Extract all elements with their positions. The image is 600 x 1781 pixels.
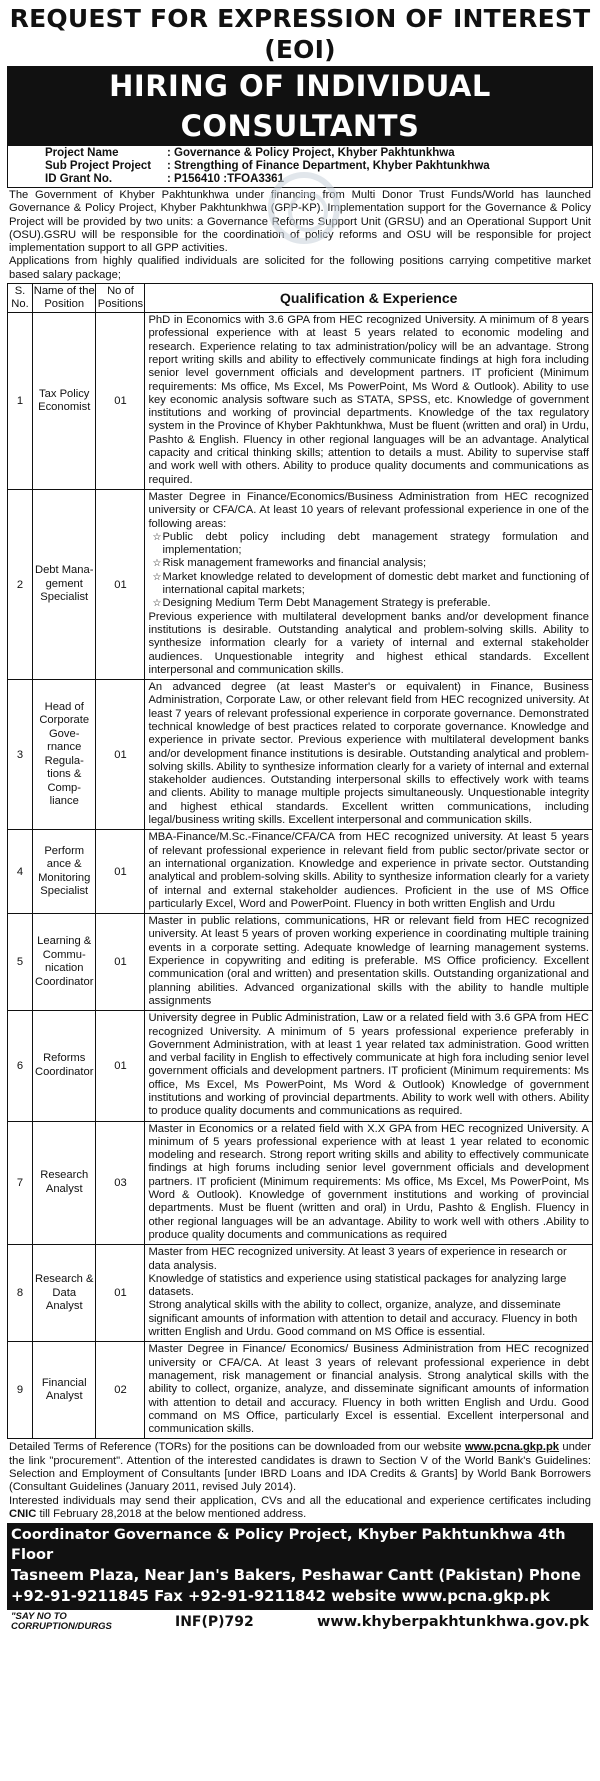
position-qualification: Master Degree in Finance/ Economics/ Business Administration from HEC recognized university or CFA/CA. At least 3 years of relevant professional experience in debt management, risk management or financial analysis. Strong analytical skills with the ability to collect, organize, analyze, and disseminate significant amounts of information with attention to detail and accuracy. Fluency in both written English and Urdu. Good command on MS Office, particularly Excel is essential. Excellent interpersonal and communication skills.: [145, 1342, 593, 1439]
row-number: 7: [8, 1121, 33, 1245]
bullet-text: Market knowledge related to development of domestic debt market and functioning of international capital markets;: [162, 570, 589, 597]
position-count: 01: [96, 914, 145, 1011]
grant-id-label: ID Grant No.: [45, 173, 113, 185]
qualification-more: Previous experience with multilateral development banks and/or development finance institutions is desirable. Outstanding analytical and problem-solving skills. Ability to synthesize information clearly for a variety of internal and external stakeholder audiences. Unquestionable integrity and highest ethical standards. Excellent interpersonal and communication skills.: [148, 610, 589, 676]
position-name: Debt Mana- gement Specialist: [33, 489, 96, 679]
header-count: No of Positions: [96, 284, 145, 313]
table-row: [8, 830, 593, 914]
qualification-line: Strong analytical skills with the ability to collect, organize, analyze, and disseminate: [148, 1299, 561, 1312]
qualification-intro: Master from HEC recognized university. At least 3 years of experience in research or data analysis.: [148, 1246, 567, 1272]
bullet-text: Risk management frameworks and financial analysis;: [162, 557, 427, 570]
table-row: [8, 914, 593, 1011]
slogan-line-2: CORRUPTION/DURGS: [11, 1621, 112, 1633]
star-icon: ☆: [152, 558, 162, 570]
bullet-item: [148, 597, 589, 610]
table-row: [8, 1121, 593, 1245]
row-number: 3: [8, 680, 33, 830]
position-count: 01: [96, 313, 145, 490]
header-sno: S. No.: [8, 284, 33, 313]
bullet-text: Public debt policy including debt management strategy formulation and implementation;: [162, 530, 589, 557]
position-qualification: MBA-Finance/M.Sc.-Finance/CFA/CA from HEC recognized university. At least 5 years of relevant professional experience in relevant field from public sector/private sector or an international organization. Knowledge and experience in private sector. Outstanding analytical and problem-solving skills. Ability to synthesize information clearly for a variety of internal and external stakeholder audiences. Proficient in the use of MS Office particularly Excel, Word and PowerPoint. Fluency in both written English and Urdu: [145, 830, 593, 914]
position-name: Research & Data Analyst: [33, 1245, 96, 1342]
position-name: Financial Analyst: [33, 1342, 96, 1439]
cnic-label: CNIC: [9, 1507, 37, 1520]
table-header-row: [8, 284, 593, 313]
tor-paragraph: [7, 1439, 593, 1494]
contact-line-2: Tasneem Plaza, Near Jan's Bakers, Peshawar Cantt (Pakistan) Phone: [11, 1567, 581, 1585]
qualification-line: Knowledge of statistics and experience using statistical packages for analyzing large datasets.: [148, 1272, 567, 1299]
sub-project-value: : Strengthing of Finance Department, Khyber Pakhtunkhwa: [167, 160, 490, 172]
position-qualification: Master in public relations, communications, HR or relevant field from HEC recognized university. At least 5 years of proven working experience in coordinating multiple training events in a corporate setting. Adequate knowledge of learning management systems. Experience in copywriting and editing is preferable. MS Office proficiency. Excellent communication (oral and written) and presentation skills. Outstanding organizational and planning abilities. Advanced organizational skills with the ability to handle multiple assignments: [145, 914, 593, 1011]
position-count: 03: [96, 1121, 145, 1245]
position-name: Perform ance & Monitoring Specialist: [33, 830, 96, 914]
row-number: 4: [8, 830, 33, 914]
applications-paragraph: Applications from highly qualified individuals are solicited for the following positions carrying competitive market based salary package;: [9, 255, 591, 281]
position-qualification: An advanced degree (at least Master's or equivalent) in Finance, Business Administration, Corporate Law, or other relevant field from HEC recognized university. At least 7 years of relevant professional experience in corporate governance. Demonstrated technical knowledge of best practices related to corporate governance. Knowledge and experience in private sector. Previous experience with multilateral development banks and/or development finance institutions is desirable. Outstanding analytical and problem-solving skills. Ability to synthesize information clearly for a variety of internal and external stakeholder audiences. Outstanding interpersonal skills to effectively work with teams and clients. Ability to manage multiple projects simultaneously. Unquestionable integrity and highest ethical standards. Excellent written communications, including legal/business writing skills. Excellent interpersonal and communication skills.: [145, 680, 593, 830]
header-position: Name of the Position: [33, 284, 96, 313]
bullet-item: [148, 557, 589, 570]
contact-line-3: +92-91-9211845 Fax +92-91-9211842 website www.pcna.gkp.pk: [11, 1588, 550, 1606]
position-name: Reforms Coordinator: [33, 1011, 96, 1121]
table-row: [8, 313, 593, 490]
project-name-row: [8, 147, 592, 160]
table-row: [8, 489, 593, 679]
position-name: Head of Corporate Gove- rnance Regula- tions & Comp- liance: [33, 680, 96, 830]
kp-website-link[interactable]: www.khyberpakhtunkhwa.gov.pk: [316, 1614, 589, 1631]
header-qualification: Qualification & Experience: [145, 284, 593, 313]
bullet-item: [148, 531, 589, 558]
position-name: Research Analyst: [33, 1121, 96, 1245]
position-qualification: University degree in Public Administration, Law or a related field with 3.6 GPA from HEC recognized University. A minimum of 5 years professional experience preferably in Government Administration, with at least 1 year related tax administration. Good written and verbal facility in English to effectively communicate at high fora including senior level government officials and development partners. IT proficient (Minimum requirements: Ms office, Ms Excel, Ms PowerPoint, Ms Word & Outlook) Knowledge of government institutions and working of provincial departments. Ability to work well with others. Ability to produce quality documents and communications as required.: [145, 1011, 593, 1121]
position-name: Learning & Commu- nication Coordinator: [33, 914, 96, 1011]
table-row: [8, 1245, 593, 1342]
position-count: 01: [96, 1011, 145, 1121]
bullet-text: Designing Medium Term Debt Management Strategy is preferable.: [162, 597, 491, 610]
position-count: 01: [96, 1245, 145, 1342]
application-text-start: Interested individuals may send their application, CVs and all the educational and experience certificates including: [9, 1494, 591, 1507]
position-count: 01: [96, 830, 145, 914]
position-name: Tax Policy Economist: [33, 313, 96, 490]
reference-number: INF(P)792: [174, 1614, 254, 1631]
row-number: 9: [8, 1342, 33, 1439]
sub-project-label: Sub Project Project: [45, 160, 152, 172]
row-number: 5: [8, 914, 33, 1011]
application-paragraph: [7, 1495, 593, 1522]
star-icon: ☆: [152, 531, 162, 543]
bottom-strip: [7, 1610, 593, 1632]
project-name-value: : Governance & Policy Project, Khyber Pakhtunkhwa: [167, 147, 455, 159]
row-number: 1: [8, 313, 33, 490]
contact-line-1: Coordinator Governance & Policy Project, Khyber Pakhtunkhwa 4th Floor: [11, 1526, 566, 1564]
application-text-end: till February 28,2018 at the below mentioned address.: [39, 1507, 307, 1520]
position-qualification: PhD in Economics with 3.6 GPA from HEC recognized University. A minimum of 8 years professional experience with at least 5 years related to economic modeling and research. Experience relating to tax administration/policy will be an advantage. Strong report writing skills and ability to effectively communicate findings at high fora including senior level government officials and development partners. IT proficient (Minimum requirements: Ms office, Ms Excel, Ms PowerPoint, Ms Word & Outlook). Ability to use key economic analysis software such as STATA, SPSS, etc. Knowledge of government institutions and working of provincial departments. Knowledge of the tax regulatory system in the Province of Khyber Pakhtunkhwa, Must be fluent (written and oral) in Urdu, Pashto & English. Fluency in other regional languages will be an advantage. Analytical capacity and critical thinking skills; attention to details a must. Ability to supervise staff and work well with others. Ability to produce quality documents and communications as required.: [145, 313, 593, 490]
qualification-line: written English and Urdu. Good command on MS Office is essential.: [148, 1326, 486, 1339]
position-qualification: [145, 489, 593, 679]
project-name-label: Project Name: [45, 147, 119, 159]
table-row: [8, 680, 593, 830]
slogan-line-1: "SAY NO TO: [11, 1611, 67, 1623]
position-count: 01: [96, 680, 145, 830]
star-icon: ☆: [152, 571, 162, 583]
row-number: 2: [8, 489, 33, 679]
row-number: 6: [8, 1011, 33, 1121]
contact-box: [7, 1523, 593, 1610]
tor-text-start: Detailed Terms of Reference (TORs) for the positions can be downloaded from our website: [9, 1441, 462, 1454]
intro-paragraph: The Government of Khyber Pakhtunkhwa under financing from Multi Donor Trust Funds/World has launched Governance & Policy Project, Khyber Pakhtunkhwa (GPP-KP). Implementation support for the Governance & Policy Project will be provided by two units: a Governance Reforms Support Unit (GRSU) and an Operational Support Unit (OSU).GSRU will be responsible for the coordination of policy reforms and OSU will be responsible for project implementation support to all GPP activities.: [9, 189, 591, 255]
qualification-intro: Master Degree in Finance/Economics/Business Administration from HEC recognized university or CFA/CA. At least 10 years of relevant professional experience in one of the following areas:: [148, 490, 589, 530]
position-count: 02: [96, 1342, 145, 1439]
position-qualification: [145, 1245, 593, 1342]
table-row: [8, 1011, 593, 1121]
grant-id-value: : P156410 :TFOA3361: [167, 173, 284, 185]
qualification-line: significant amounts of information with attention to detail and accuracy. Fluency in both: [148, 1312, 578, 1325]
pcna-website-link[interactable]: www.pcna.gkp.pk: [464, 1441, 560, 1454]
watermark-emblem: [268, 172, 340, 244]
title-eoi: REQUEST FOR EXPRESSION OF INTEREST (EOI): [9, 4, 591, 64]
no-corruption-slogan: [11, 1612, 112, 1632]
bullet-item: [148, 571, 589, 598]
positions-table: [7, 283, 593, 1439]
position-count: 01: [96, 489, 145, 679]
title-hiring: HIRING OF INDIVIDUAL CONSULTANTS: [7, 66, 593, 146]
sub-project-row: [8, 160, 592, 173]
table-row: [8, 1342, 593, 1439]
tor-text-end: under the link "procurement". Attention of the interested candidates is drawn to Section V of the World Bank's Guidelines: Selection and Employment of Consultants [under IBRD Loans and IDA Credits & Grants] by World Bank Borrowers (Consultant Guidelines (January 2011, revised July 2014).: [9, 1441, 592, 1494]
row-number: 8: [8, 1245, 33, 1342]
star-icon: ☆: [152, 598, 162, 610]
position-qualification: Master in Economics or a related field with X.X GPA from HEC recognized University. A minimum of 5 years professional experience with at least 1 year related to economic modeling and research. Strong report writing skills and ability to effectively communicate findings at high forums including senior level government officials and development partners. IT proficient (Minimum requirements: Ms office, Ms Excel, Ms PowerPoint, Ms Word & Outlook). Knowledge of government institutions and working of provincial departments. Must be fluent (written and oral) in Urdu, Pashto & English. Fluency in other regional languages will be an advantage. Ability to work well with others .Ability to produce quality documents and communications as required: [145, 1121, 593, 1245]
